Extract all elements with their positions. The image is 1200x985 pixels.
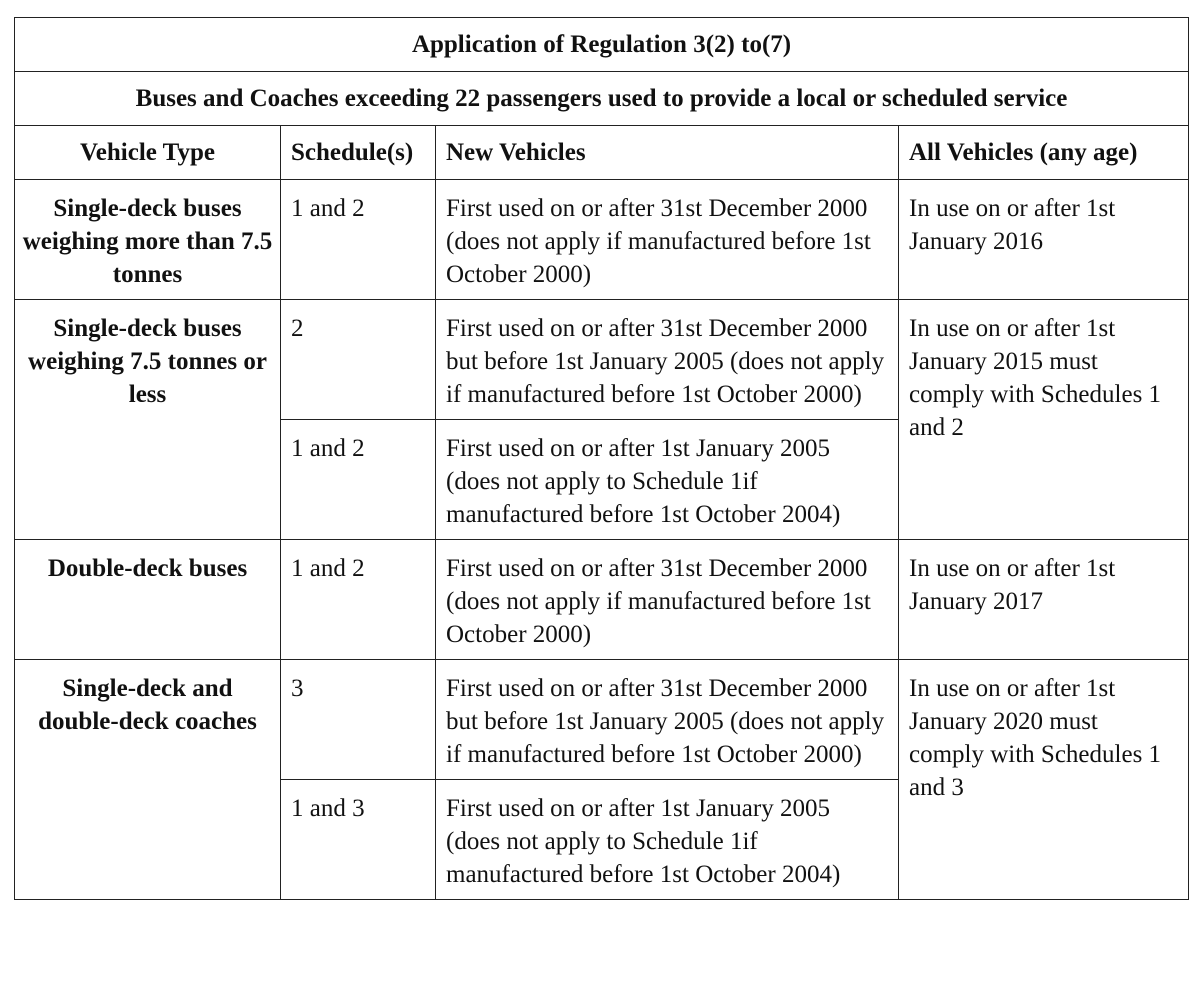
all-vehicles-cell: In use on or after 1st January 2015 must comply with Schedules 1 and 2 <box>899 300 1189 540</box>
vehicle-type-cell: Double-deck buses <box>15 540 281 660</box>
vehicle-type-cell: Single-deck and double-deck coaches <box>15 660 281 900</box>
header-all-vehicles: All Vehicles (any age) <box>899 126 1189 180</box>
table-row <box>15 540 1189 660</box>
new-vehicles-cell: First used on or after 1st January 2005 (does not apply to Schedule 1if manufactured before 1st October 2004) <box>436 420 899 540</box>
header-schedules: Schedule(s) <box>281 126 436 180</box>
table-row <box>15 300 1189 420</box>
vehicle-type-cell: Single-deck buses weighing 7.5 tonnes or less <box>15 300 281 540</box>
schedules-cell: 1 and 2 <box>281 420 436 540</box>
header-vehicle-type: Vehicle Type <box>15 126 281 180</box>
subtitle-row <box>15 72 1189 126</box>
regulation-table <box>14 17 1189 900</box>
all-vehicles-cell: In use on or after 1st January 2017 <box>899 540 1189 660</box>
table-title: Application of Regulation 3(2) to(7) <box>15 18 1189 72</box>
header-new-vehicles: New Vehicles <box>436 126 899 180</box>
schedules-cell: 1 and 2 <box>281 540 436 660</box>
new-vehicles-cell: First used on or after 31st December 2000 (does not apply if manufactured before 1st October 2000) <box>436 540 899 660</box>
vehicle-type-cell: Single-deck buses weighing more than 7.5 tonnes <box>15 180 281 300</box>
table-subtitle: Buses and Coaches exceeding 22 passengers used to provide a local or scheduled service <box>15 72 1189 126</box>
new-vehicles-cell: First used on or after 31st December 2000 (does not apply if manufactured before 1st October 2000) <box>436 180 899 300</box>
schedules-cell: 1 and 2 <box>281 180 436 300</box>
new-vehicles-cell: First used on or after 31st December 2000 but before 1st January 2005 (does not apply if manufactured before 1st October 2000) <box>436 660 899 780</box>
all-vehicles-cell: In use on or after 1st January 2016 <box>899 180 1189 300</box>
schedules-cell: 3 <box>281 660 436 780</box>
title-row <box>15 18 1189 72</box>
header-row <box>15 126 1189 180</box>
table-row <box>15 660 1189 780</box>
new-vehicles-cell: First used on or after 1st January 2005 (does not apply to Schedule 1if manufactured before 1st October 2004) <box>436 780 899 900</box>
schedules-cell: 2 <box>281 300 436 420</box>
schedules-cell: 1 and 3 <box>281 780 436 900</box>
table-row <box>15 180 1189 300</box>
new-vehicles-cell: First used on or after 31st December 2000 but before 1st January 2005 (does not apply if manufactured before 1st October 2000) <box>436 300 899 420</box>
all-vehicles-cell: In use on or after 1st January 2020 must comply with Schedules 1 and 3 <box>899 660 1189 900</box>
